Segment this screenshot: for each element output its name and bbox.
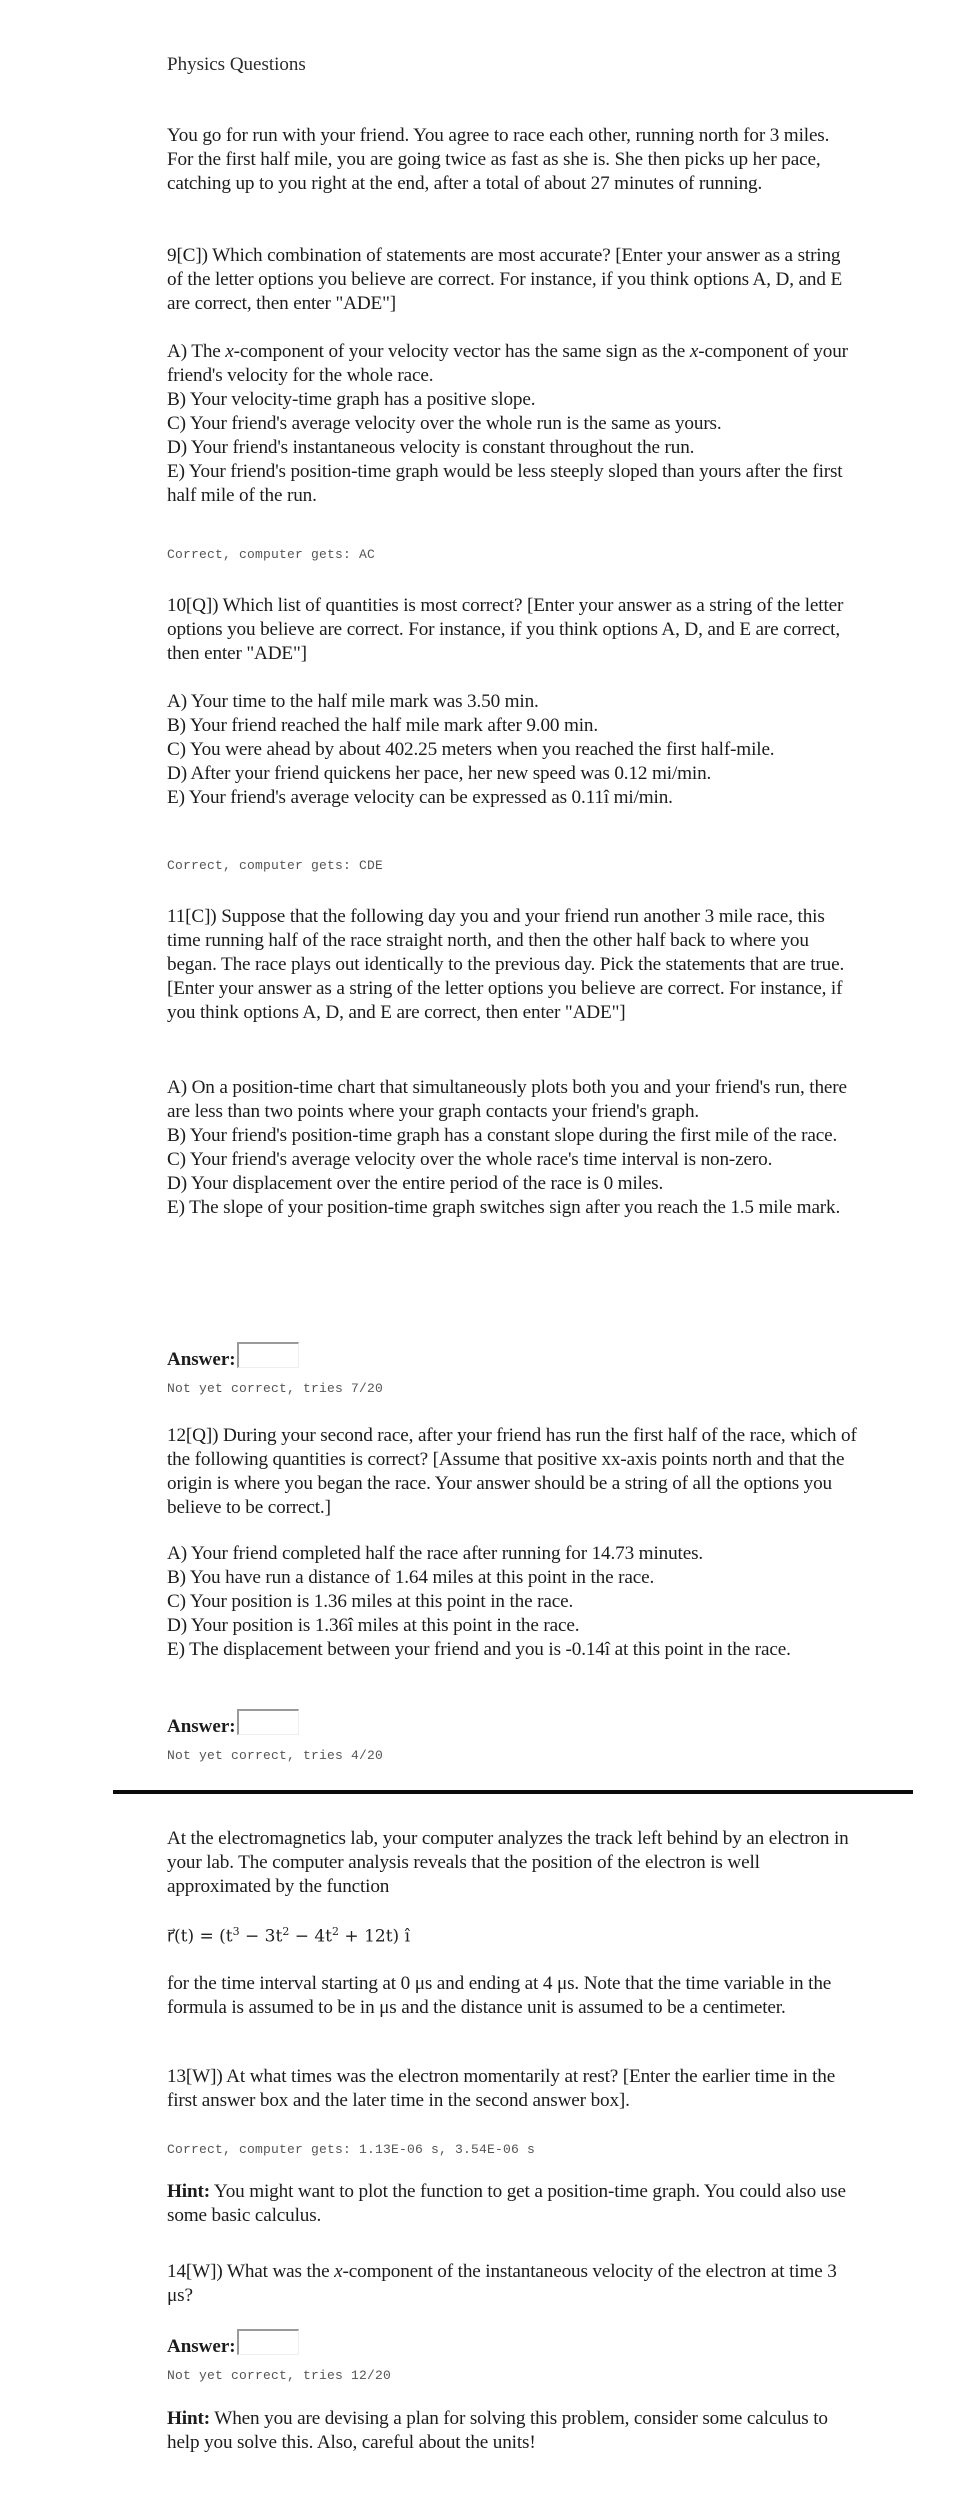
question-12-option-e: E) The displacement between your friend and you is -0.14î at this point in the race. <box>167 1639 791 1660</box>
question-12-options <box>167 1542 857 1662</box>
question-9-options <box>167 340 857 508</box>
question-11-option-b: B) Your friend's position-time graph has a constant slope during the first mile of the race. <box>167 1125 838 1146</box>
question-12 <box>167 1424 857 1520</box>
question-12-prompt: 12[Q]) During your second race, after your friend has run the first half of the race, which of the following quantities is correct? [Assume that positive xx-axis points north and that the origin is where you began the race. Your answer should be a string of all the options you believe to be correct.] <box>167 1425 857 1518</box>
question-11-answer-label: Answer: <box>167 1349 236 1370</box>
question-10-option-a: A) Your time to the half mile mark was 3.50 min. <box>167 691 539 712</box>
question-10-option-d: D) After your friend quickens her pace, her new speed was 0.12 mi/min. <box>167 763 712 784</box>
question-9 <box>167 244 857 316</box>
electron-time-note: for the time interval starting at 0 μs and ending at 4 μs. Note that the time variable in the formula is assumed to be in μs and the distance unit is assumed to be a centimeter. <box>167 1973 832 2018</box>
question-11 <box>167 905 857 1025</box>
question-10-option-e: E) Your friend's average velocity can be expressed as 0.11î mi/min. <box>167 787 673 808</box>
hint-label: Hint: <box>167 2181 210 2202</box>
question-14-answer-row <box>167 2329 299 2357</box>
question-10 <box>167 594 857 666</box>
question-10-option-c: C) You were ahead by about 402.25 meters when you reached the first half-mile. <box>167 739 775 760</box>
question-12-answer-label: Answer: <box>167 1716 236 1737</box>
question-9-prompt: 9[C]) Which combination of statements are most accurate? [Enter your answer as a string of the letter options you believe are correct. For instance, if you think options A, D, and E are correct, then enter "ADE"] <box>167 245 843 314</box>
question-13-prompt: 13[W]) At what times was the electron momentarily at rest? [Enter the earlier time in the first answer box and the later time in the second answer box]. <box>167 2066 836 2111</box>
question-12-status: Not yet correct, tries 4/20 <box>167 1748 384 1763</box>
page-title: Physics Questions <box>167 54 306 75</box>
question-11-option-e: E) The slope of your position-time graph switches sign after you reach the 1.5 mile mark. <box>167 1197 841 1218</box>
question-11-option-c: C) Your friend's average velocity over the whole race's time interval is non-zero. <box>167 1149 773 1170</box>
question-9-option-e: E) Your friend's position-time graph would be less steeply sloped than yours after the first half mile of the run. <box>167 461 843 506</box>
electron-scenario-intro: At the electromagnetics lab, your computer analyzes the track left behind by an electron in your lab. The computer analysis reveals that the position of the electron is well approximated by the function <box>167 1828 849 1897</box>
run-scenario-intro: You go for run with your friend. You agree to race each other, running north for 3 miles. For the first half mile, you are going twice as fast as she is. She then picks up her pace, catching up to you right at the end, after a total of about 27 minutes of running. <box>167 125 830 194</box>
question-9-option-a: A) The x-component of your velocity vector has the same sign as the x-component of your friend's velocity for the whole race. <box>167 341 848 386</box>
question-10-options <box>167 690 857 810</box>
question-12-answer-row <box>167 1709 299 1737</box>
question-13 <box>167 2065 857 2113</box>
question-12-option-c: C) Your position is 1.36 miles at this point in the race. <box>167 1591 574 1612</box>
question-10-status: Correct, computer gets: CDE <box>167 858 384 873</box>
question-11-answer-input[interactable] <box>237 1342 299 1368</box>
question-9-option-c: C) Your friend's average velocity over the whole run is the same as yours. <box>167 413 722 434</box>
question-9-option-b: B) Your velocity-time graph has a positive slope. <box>167 389 536 410</box>
question-11-option-a: A) On a position-time chart that simultaneously plots both you and your friend's run, there are less than two points where your graph contacts your friend's graph. <box>167 1077 847 1122</box>
question-9-option-d: D) Your friend's instantaneous velocity is constant throughout the run. <box>167 437 695 458</box>
hint-label: Hint: <box>167 2408 210 2429</box>
question-12-answer-input[interactable] <box>237 1709 299 1735</box>
question-11-status: Not yet correct, tries 7/20 <box>167 1381 384 1396</box>
question-11-answer-row <box>167 1342 299 1370</box>
question-14-answer-label: Answer: <box>167 2336 236 2357</box>
question-9-status: Correct, computer gets: AC <box>167 547 376 562</box>
section-divider <box>113 1790 913 1794</box>
question-12-option-a: A) Your friend completed half the race after running for 14.73 minutes. <box>167 1543 704 1564</box>
question-10-prompt: 10[Q]) Which list of quantities is most correct? [Enter your answer as a string of the letter options you believe are correct. For instance, if you think options A, D, and E are correct, then enter "ADE"] <box>167 595 844 664</box>
question-13-hint: Hint: You might want to plot the function to get a position-time graph. You could also use some basic calculus. <box>167 2181 846 2226</box>
question-13-status: Correct, computer gets: 1.13E-06 s, 3.54E-06 s <box>167 2142 536 2157</box>
question-10-option-b: B) Your friend reached the half mile mark after 9.00 min. <box>167 715 599 736</box>
question-12-option-d: D) Your position is 1.36î miles at this point in the race. <box>167 1615 580 1636</box>
question-14-status: Not yet correct, tries 12/20 <box>167 2368 392 2383</box>
question-14-hint: Hint: When you are devising a plan for solving this problem, consider some calculus to help you solve this. Also, careful about the units! <box>167 2408 828 2453</box>
question-11-prompt: 11[C]) Suppose that the following day you and your friend run another 3 mile race, this time running half of the race straight north, and then the other half back to where you began. The race plays out identically to the previous day. Pick the statements that are true. [Enter your answer as a string of the letter options you believe are correct. For instance, if you think options A, D, and E are correct, then enter "ADE"] <box>167 906 845 1023</box>
position-function-equation: r⃗(t) = $(t^3 - 3t^2 - 4t^2 + 12t)$ î <box>167 1925 411 1947</box>
question-12-option-b: B) You have run a distance of 1.64 miles at this point in the race. <box>167 1567 655 1588</box>
question-11-options <box>167 1076 857 1220</box>
question-14-prompt: 14[W]) What was the x-component of the instantaneous velocity of the electron at time 3 μs? <box>167 2261 837 2306</box>
question-11-option-d: D) Your displacement over the entire period of the race is 0 miles. <box>167 1173 664 1194</box>
question-14 <box>167 2260 857 2308</box>
question-14-answer-input[interactable] <box>237 2329 299 2355</box>
